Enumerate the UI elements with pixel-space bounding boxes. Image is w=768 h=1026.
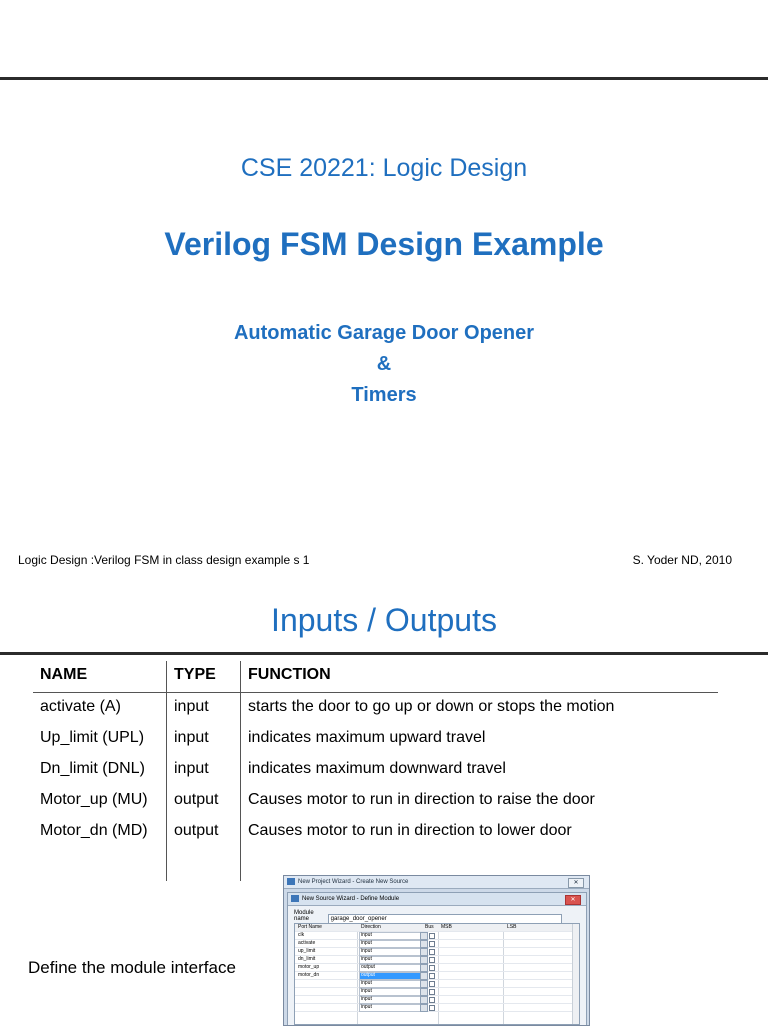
port-row-selected[interactable] [295, 972, 579, 980]
bus-checkbox[interactable] [429, 957, 435, 963]
dropdown-arrow-icon[interactable] [420, 996, 428, 1004]
port-name[interactable]: motor_dn [298, 972, 320, 978]
bus-checkbox[interactable] [429, 1005, 435, 1011]
table-row [33, 755, 718, 786]
dropdown-arrow-icon[interactable] [420, 972, 428, 980]
dropdown-arrow-icon[interactable] [420, 948, 428, 956]
slide-title: Inputs / Outputs [271, 602, 497, 638]
module-name-input[interactable]: garage_door_opener [328, 914, 562, 924]
port-direction: output [361, 964, 375, 970]
cell-name: Up_limit (UPL) [40, 729, 145, 746]
table-row [33, 693, 718, 724]
port-name[interactable]: dn_limit [298, 956, 316, 962]
bus-checkbox[interactable] [429, 981, 435, 987]
port-row[interactable] [295, 932, 579, 940]
wizard-outer-titlebar [284, 876, 589, 889]
dropdown-arrow-icon[interactable] [420, 1004, 428, 1012]
header-function: FUNCTION [248, 666, 331, 683]
wizard-inner-titlebar [288, 893, 586, 906]
course-title: CSE 20221: Logic Design [240, 154, 528, 182]
port-row[interactable] [295, 980, 579, 988]
port-grid [294, 923, 580, 1025]
cell-function: indicates maximum downward travel [248, 760, 506, 777]
header-type: TYPE [174, 666, 216, 683]
port-direction: input [361, 956, 372, 962]
port-name[interactable]: motor_up [298, 964, 320, 970]
cell-function: starts the door to go up or down or stops the motion [248, 698, 615, 715]
cell-function: Causes motor to run in direction to raise the door [248, 791, 595, 808]
col-direction: Direction [361, 924, 381, 930]
port-row[interactable] [295, 940, 579, 948]
cell-type: output [174, 791, 219, 808]
bus-checkbox[interactable] [429, 933, 435, 939]
module-name-row [294, 910, 562, 924]
cell-function: Causes motor to run in direction to lower door [248, 822, 572, 839]
subtitle-line-2: & [376, 353, 392, 375]
table-row [33, 817, 718, 848]
app-icon [291, 895, 299, 902]
dropdown-arrow-icon[interactable] [420, 956, 428, 964]
close-icon[interactable]: ✕ [568, 878, 584, 888]
subtitle-line-3: Timers [351, 384, 417, 406]
footer-left: Logic Design :Verilog FSM in class design example s 1 [18, 553, 310, 567]
app-icon [287, 878, 295, 885]
col-msb: MSB [441, 924, 452, 930]
cell-type: input [174, 760, 209, 777]
port-direction: input [361, 980, 372, 986]
top-rule [0, 77, 768, 80]
port-row[interactable] [295, 956, 579, 964]
col-lsb: LSB [507, 924, 517, 930]
port-direction: input [361, 932, 372, 938]
io-slide [0, 580, 768, 1024]
cell-name: activate (A) [40, 698, 121, 715]
wizard-inner-title: New Source Wizard - Define Module [302, 896, 400, 902]
col-port-name: Port Name [298, 924, 322, 930]
footer-right: S. Yoder ND, 2010 [632, 553, 732, 567]
port-direction: input [361, 996, 372, 1002]
grid-header [295, 924, 579, 932]
port-row[interactable] [295, 964, 579, 972]
port-row[interactable] [295, 996, 579, 1004]
cell-type: input [174, 698, 209, 715]
bus-checkbox[interactable] [429, 997, 435, 1003]
port-direction: input [361, 1004, 372, 1010]
port-name[interactable]: up_limit [298, 948, 316, 954]
cell-name: Motor_dn (MD) [40, 822, 148, 839]
subtitle-line-1: Automatic Garage Door Opener [233, 322, 535, 344]
dropdown-arrow-icon[interactable] [420, 980, 428, 988]
port-direction: input [361, 940, 372, 946]
bus-checkbox[interactable] [429, 941, 435, 947]
wizard-screenshot [283, 875, 590, 1026]
dropdown-arrow-icon[interactable] [420, 940, 428, 948]
wizard-inner-window [287, 892, 587, 1026]
module-name-label: Module name [294, 910, 314, 922]
dropdown-arrow-icon[interactable] [420, 988, 428, 996]
wizard-outer-title: New Project Wizard - Create New Source [298, 879, 409, 885]
port-direction: output [361, 972, 375, 978]
cell-name: Motor_up (MU) [40, 791, 148, 808]
col-bus: Bus [425, 924, 434, 930]
table-row [33, 724, 718, 755]
port-direction: input [361, 948, 372, 954]
slide-title: Verilog FSM Design Example [164, 226, 604, 262]
cell-name: Dn_limit (DNL) [40, 760, 145, 777]
bus-checkbox[interactable] [429, 949, 435, 955]
port-row[interactable] [295, 1004, 579, 1012]
table-row [33, 786, 718, 817]
grid-scrollbar[interactable] [572, 924, 579, 1024]
cell-type: output [174, 822, 219, 839]
top-rule [0, 652, 768, 655]
dropdown-arrow-icon[interactable] [420, 932, 428, 940]
port-row[interactable] [295, 988, 579, 996]
io-table [33, 664, 718, 879]
port-row[interactable] [295, 948, 579, 956]
dropdown-arrow-icon[interactable] [420, 964, 428, 972]
port-name[interactable]: clk [298, 932, 305, 938]
port-name[interactable]: activate [298, 940, 316, 946]
close-icon[interactable]: ✕ [565, 895, 581, 905]
bus-checkbox[interactable] [429, 973, 435, 979]
cell-function: indicates maximum upward travel [248, 729, 486, 746]
port-direction: input [361, 988, 372, 994]
bus-checkbox[interactable] [429, 965, 435, 971]
table-header-row [33, 664, 718, 693]
define-module-text: Define the module interface [28, 958, 236, 977]
cell-type: input [174, 729, 209, 746]
bus-checkbox[interactable] [429, 989, 435, 995]
header-name: NAME [40, 666, 88, 683]
